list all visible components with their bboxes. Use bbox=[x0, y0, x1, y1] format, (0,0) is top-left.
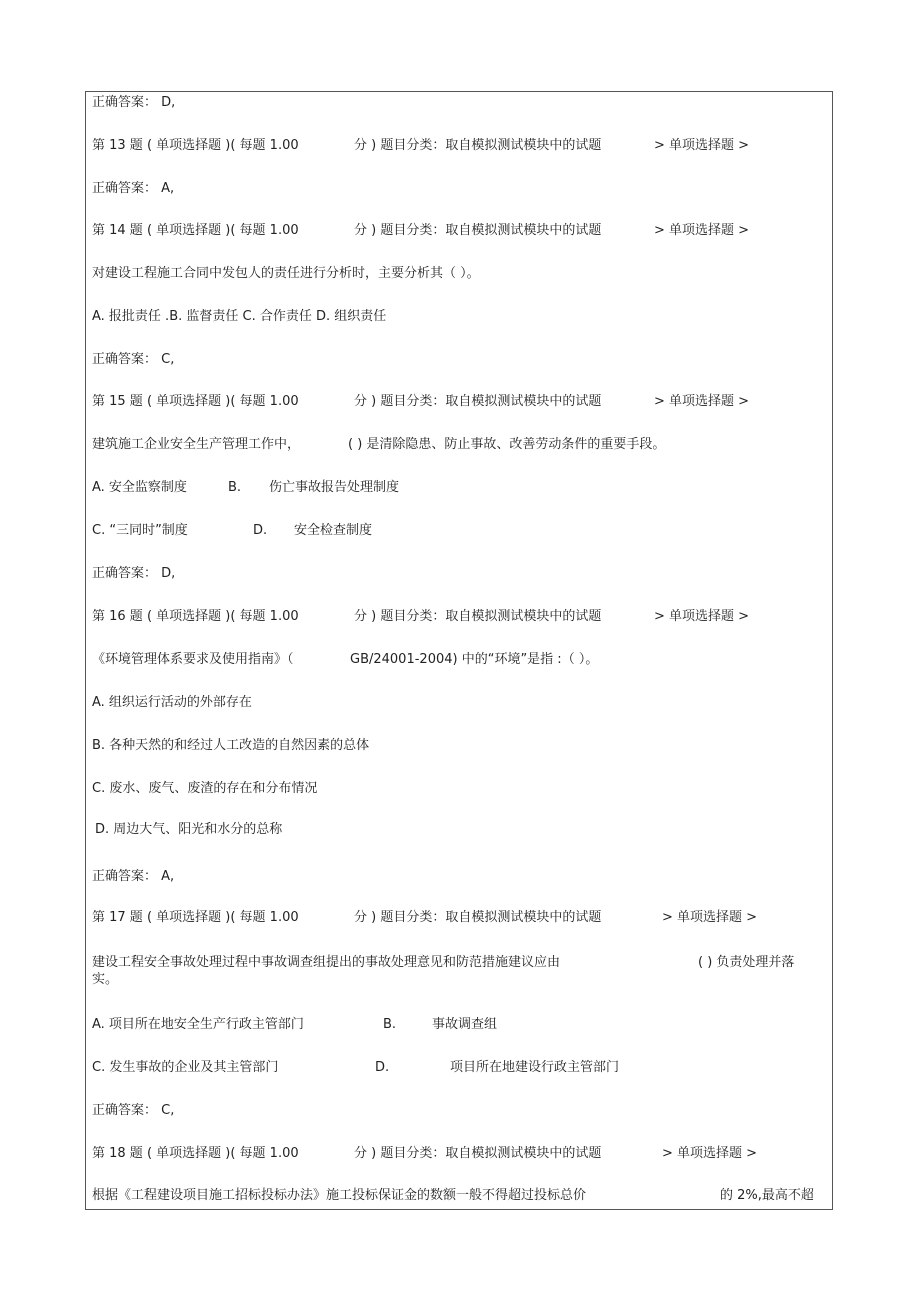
q15-number: 第 15 题 ( 单项选择题 )( 每题 1.00 bbox=[92, 394, 299, 409]
answer-q16: 正确答案： A, bbox=[92, 869, 175, 884]
q17-number: 第 17 题 ( 单项选择题 )( 每题 1.00 bbox=[92, 910, 299, 925]
q14-options: A. 报批责任 .B. 监督责任 C. 合作责任 D. 组织责任 bbox=[92, 309, 387, 324]
q15-type: > 单项选择题 > bbox=[654, 394, 750, 409]
q13-number: 第 13 题 ( 单项选择题 )( 每题 1.00 bbox=[92, 138, 299, 153]
q16-type: > 单项选择题 > bbox=[654, 609, 750, 624]
q17-option-d: 项目所在地建设行政主管部门 bbox=[450, 1060, 620, 1075]
q18-number: 第 18 题 ( 单项选择题 )( 每题 1.00 bbox=[92, 1146, 299, 1161]
q14-number: 第 14 题 ( 单项选择题 )( 每题 1.00 bbox=[92, 223, 299, 238]
q15-option-b: 伤亡事故报告处理制度 bbox=[269, 480, 400, 495]
q17-type: > 单项选择题 > bbox=[662, 910, 758, 925]
q17-option-d-letter: D. bbox=[375, 1060, 390, 1075]
q17-option-c: C. 发生事故的企业及其主管部门 bbox=[92, 1060, 279, 1075]
q17-stem-part2: ( ) 负责处理并落 bbox=[698, 955, 795, 970]
q18-stem-part1: 根据《工程建设项目施工招标投标办法》施工投标保证金的数额一般不得超过投标总价 bbox=[92, 1188, 587, 1203]
q15-option-d-letter: D. bbox=[253, 523, 268, 538]
answer-q13: 正确答案： A, bbox=[92, 181, 175, 196]
q16-stem-part1: 《环境管理体系要求及使用指南》（ bbox=[92, 652, 294, 667]
q16-option-d: D. 周边大气、阳光和水分的总称 bbox=[95, 822, 283, 837]
q17-option-b-letter: B. bbox=[383, 1017, 397, 1032]
q14-category: 分 ) 题目分类：取自模拟测试模块中的试题 bbox=[354, 223, 602, 238]
q16-number: 第 16 题 ( 单项选择题 )( 每题 1.00 bbox=[92, 609, 299, 624]
q15-option-c: C. “三同时”制度 bbox=[92, 523, 188, 538]
q13-category: 分 ) 题目分类：取自模拟测试模块中的试题 bbox=[354, 138, 602, 153]
q16-option-a: A. 组织运行活动的外部存在 bbox=[92, 695, 252, 710]
q15-stem-part2: ( ) 是清除隐患、防止事故、改善劳动条件的重要手段。 bbox=[348, 437, 666, 452]
q15-option-b-letter: B. bbox=[228, 480, 242, 495]
q14-stem: 对建设工程施工合同中发包人的责任进行分析时，主要分析其（ ）。 bbox=[92, 266, 480, 281]
q15-stem-part1: 建筑施工企业安全生产管理工作中， bbox=[92, 437, 301, 452]
q16-category: 分 ) 题目分类：取自模拟测试模块中的试题 bbox=[354, 609, 602, 624]
answer-q14: 正确答案： C, bbox=[92, 352, 175, 367]
q15-option-a: A. 安全监察制度 bbox=[92, 480, 187, 495]
q14-type: > 单项选择题 > bbox=[654, 223, 750, 238]
q15-option-d: 安全检查制度 bbox=[294, 523, 373, 538]
answer-q12: 正确答案： D, bbox=[92, 95, 176, 110]
answer-q15: 正确答案： D, bbox=[92, 566, 176, 581]
q15-category: 分 ) 题目分类：取自模拟测试模块中的试题 bbox=[354, 394, 602, 409]
q17-option-a: A. 项目所在地安全生产行政主管部门 bbox=[92, 1017, 304, 1032]
q17-category: 分 ) 题目分类：取自模拟测试模块中的试题 bbox=[354, 910, 602, 925]
q13-type: > 单项选择题 > bbox=[654, 138, 750, 153]
q18-type: > 单项选择题 > bbox=[662, 1146, 758, 1161]
q18-category: 分 ) 题目分类：取自模拟测试模块中的试题 bbox=[354, 1146, 602, 1161]
q17-stem-part1: 建设工程安全事故处理过程中事故调查组提出的事故处理意见和防范措施建议应由 bbox=[92, 955, 561, 970]
q16-stem-part2: GB/24001-2004) 中的“环境”是指 :（ ）。 bbox=[350, 652, 599, 667]
q17-option-b: 事故调查组 bbox=[432, 1017, 498, 1032]
q17-stem-part3: 实。 bbox=[92, 972, 119, 987]
q18-stem-part2: 的 2%,最高不超 bbox=[720, 1188, 814, 1203]
q16-option-b: B. 各种天然的和经过人工改造的自然因素的总体 bbox=[92, 738, 370, 753]
answer-q17: 正确答案： C, bbox=[92, 1103, 175, 1118]
q16-option-c: C. 废水、废气、废渣的存在和分布情况 bbox=[92, 781, 318, 796]
